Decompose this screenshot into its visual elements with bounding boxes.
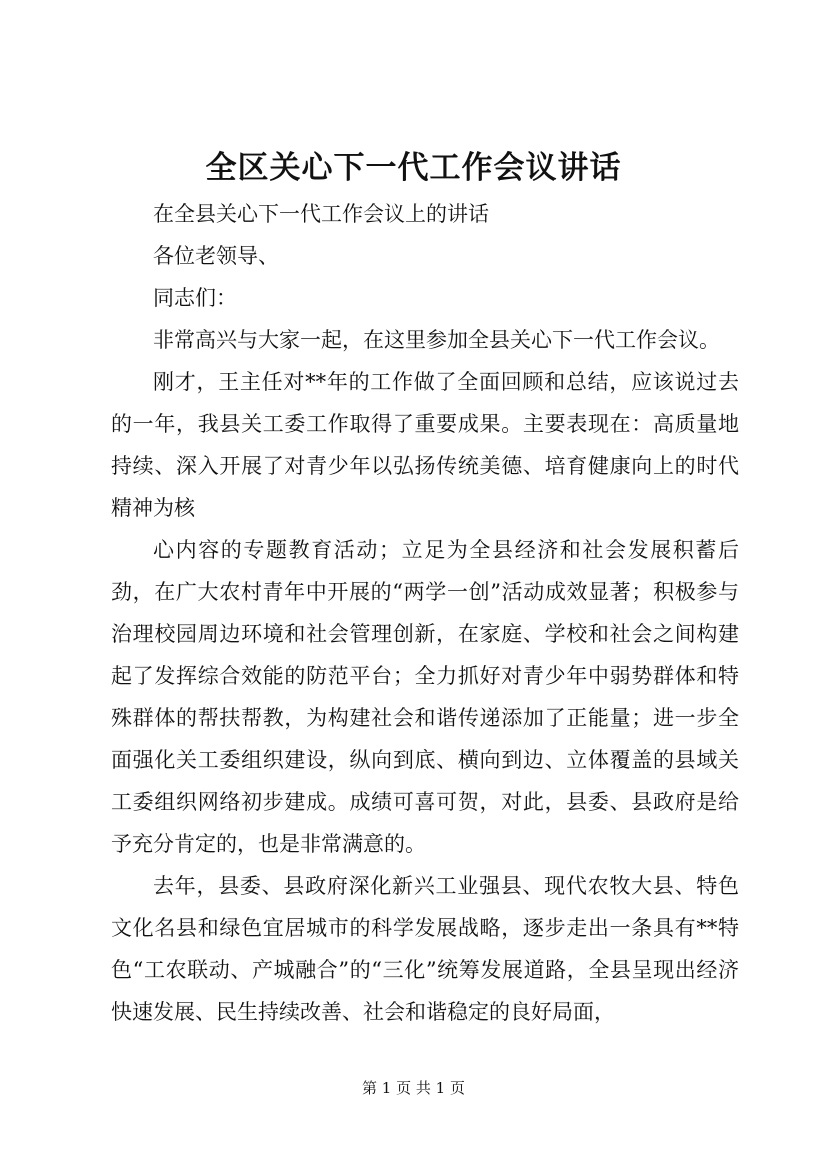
body-paragraph: 非常高兴与大家一起，在这里参加全县关心下一代工作会议。 [153, 328, 720, 352]
salutation-paragraph: 同志们： [153, 286, 237, 310]
document-body [111, 193, 739, 1033]
subtitle-paragraph: 在全县关心下一代工作会议上的讲话 [153, 202, 489, 226]
body-paragraph: 心内容的专题教育活动；立足为全县经济和社会发展积蓄后劲，在广大农村青年中开展的“两学一创”活动成效显著；积极参与治理校园周边环境和社会管理创新，在家庭、学校和社会之间构建起了发挥综合效能的防范平台；全力抓好对青少年中弱势群体和特殊群体的帮扶帮教，为构建社会和谐传递添加了正能量；进一步全面强化关工委组织建设，纵向到底、横向到边、立体覆盖的县域关工委组织网络初步建成。成绩可喜可贺，对此，县委、县政府是给予充分肯定的，也是非常满意的。 [111, 538, 739, 856]
page-number-footer: 第 1 页 共 1 页 [362, 1079, 465, 1097]
salutation-paragraph: 各位老领导、 [153, 244, 279, 268]
body-paragraph: 去年，县委、县政府深化新兴工业强县、现代农牧大县、特色文化名县和绿色宜居城市的科学发展战略，逐步走出一条具有**特色“工农联动、产城融合”的“三化”统筹发展道路，全县呈现出经济快速发展、民生持续改善、社会和谐稳定的良好局面， [111, 874, 739, 1024]
body-paragraph: 刚才，王主任对**年的工作做了全面回顾和总结，应该说过去的一年，我县关工委工作取得了重要成果。主要表现在：高质量地持续、深入开展了对青少年以弘扬传统美德、培育健康向上的时代精神为核 [111, 370, 739, 520]
document-title: 全区关心下一代工作会议讲话 [205, 150, 622, 186]
